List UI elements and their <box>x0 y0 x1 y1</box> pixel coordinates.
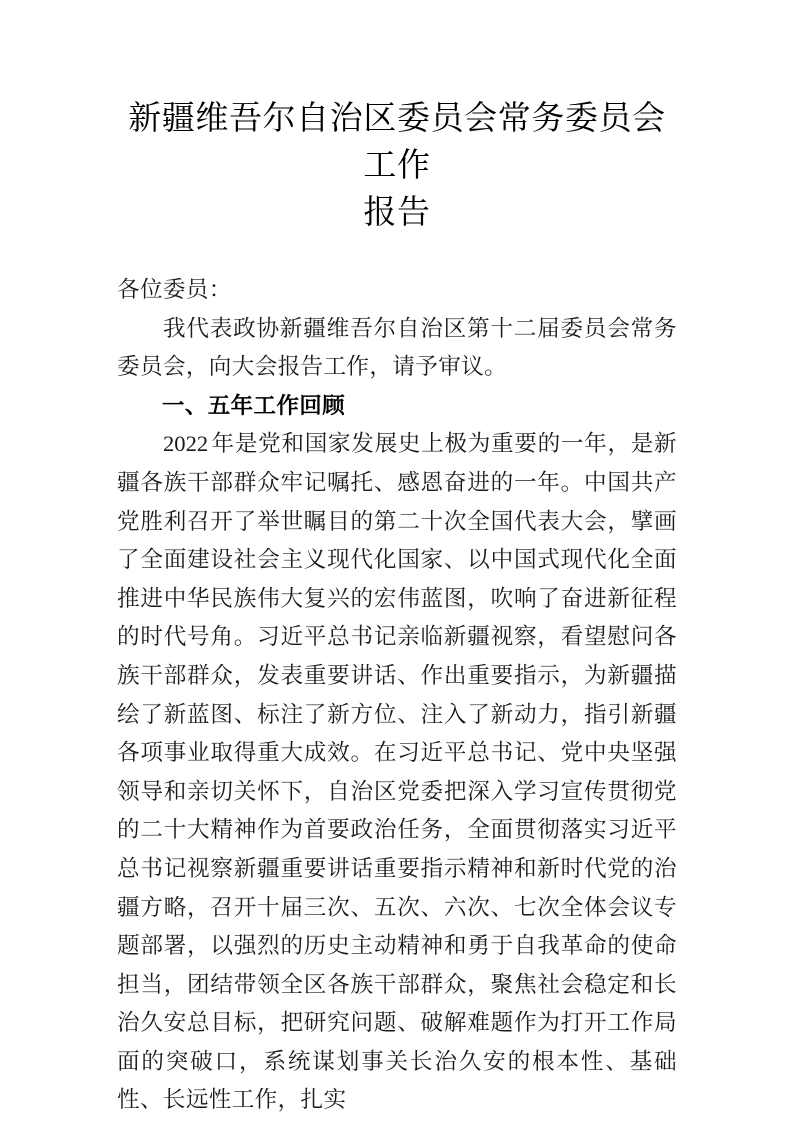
document-title-line-2: 报告 <box>363 195 431 231</box>
body-paragraph-year: 2022 <box>163 431 209 457</box>
document-content <box>117 271 677 1120</box>
intro-paragraph: 我代表政协新疆维吾尔自治区第十二届委员会常务委员会，向大会报告工作，请予审议。 <box>117 315 677 380</box>
body-paragraph-text: 年是党和国家发展史上极为重要的一年，是新疆各族干部群众牢记嘱托、感恩奋进的一年。中国共产党胜利召开了举世瞩目的第二十次全国代表大会，擘画了全面建设社会主义现代化国家、以中国式现代化全面推进中华民族伟大复兴的宏伟蓝图，吹响了奋进新征程的时代号角。习近平总书记亲临新疆视察，看望慰问各族干部群众，发表重要讲话、作出重要指示，为新疆描绘了新蓝图、标注了新方位、注入了新动力，指引新疆各项事业取得重大成效。在习近平总书记、党中央坚强领导和亲切关怀下，自治区党委把深入学习宣传贯彻党的二十大精神作为首要政治任务，全面贯彻落实习近平总书记视察新疆重要讲话重要指示精神和新时代党的治疆方略，召开十届三次、五次、六次、七次全体会议专题部署，以强烈的历史主动精神和勇于自我革命的使命担当，团结带领全区各族干部群众，聚焦社会稳定和长治久安总目标，把研究问题、破解难题作为打开工作局面的突破口，系统谋划事关长治久安的根本性、基础性、长远性工作，扎实 <box>117 431 677 1113</box>
salutation: 各位委员： <box>117 277 232 302</box>
document-title <box>117 96 677 237</box>
document-body <box>117 96 677 1120</box>
document-title-line-1: 新疆维吾尔自治区委员会常务委员会工作 <box>128 101 666 184</box>
section-heading-one: 一、五年工作回顾 <box>162 392 346 418</box>
body-paragraph <box>117 425 677 1120</box>
